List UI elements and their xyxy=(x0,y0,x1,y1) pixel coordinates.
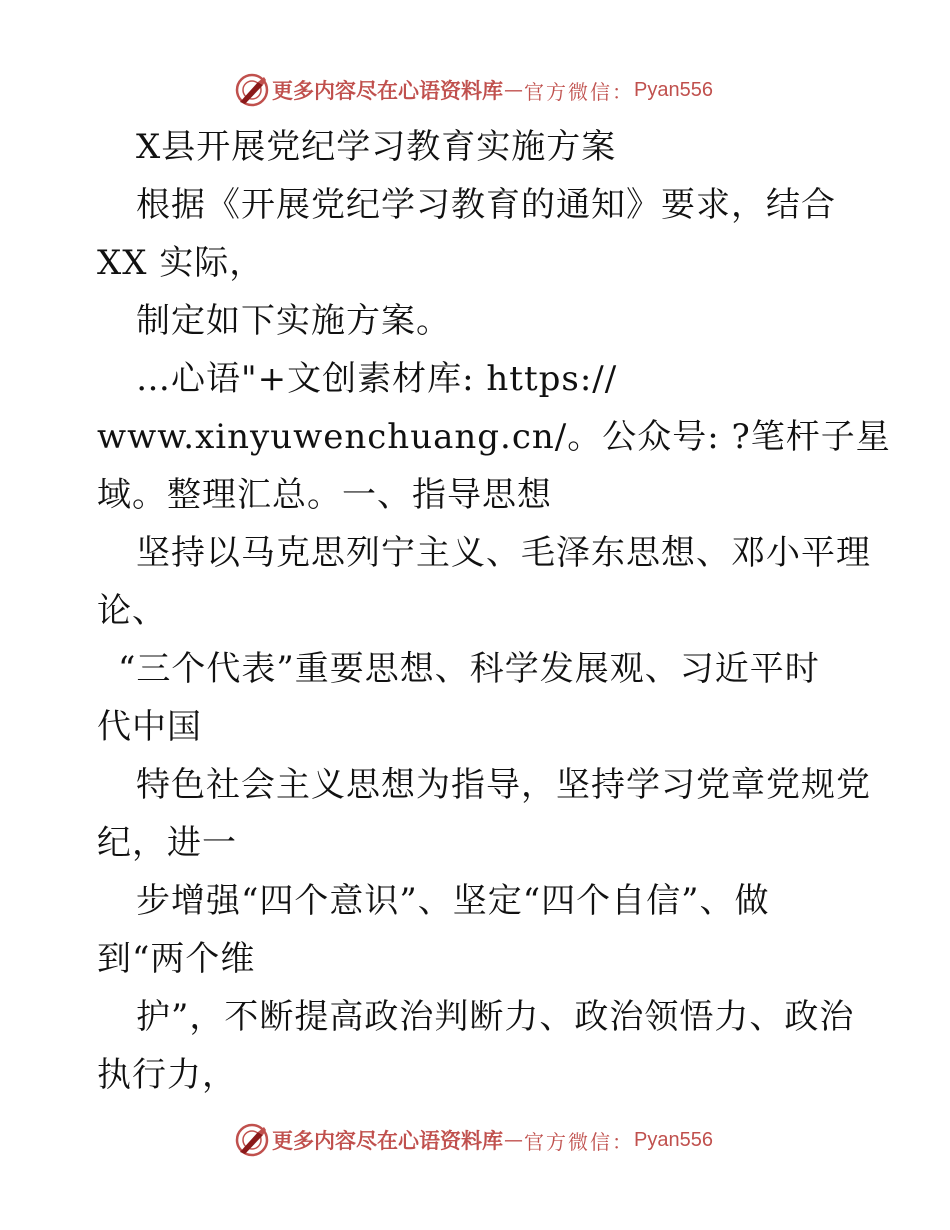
banner-main-text: 更多内容尽在心语资料库 xyxy=(272,1129,503,1153)
text-line: 制定如下实施方案。 xyxy=(136,301,451,341)
document-title: X县开展党纪学习教育实施方案 xyxy=(136,127,617,167)
text-line: “三个代表”重要思想、科学发展观、习近平时 xyxy=(118,649,820,689)
banner-wechat-id: Pyan556 xyxy=(634,1128,713,1151)
text-line: …心语"+文创素材库: https:// xyxy=(136,359,618,399)
text-line: 代中国 xyxy=(97,707,202,747)
text-line: 坚持以马克思列宁主义、毛泽东思想、邓小平理 xyxy=(136,533,871,573)
text-line: 执行力， xyxy=(97,1055,237,1095)
banner-dash: — xyxy=(504,79,523,101)
banner-main-text: 更多内容尽在心语资料库 xyxy=(272,79,503,103)
text-line: 步增强“四个意识”、坚定“四个自信”、做 xyxy=(136,881,770,921)
banner-wechat-label: 官方微信： xyxy=(524,1129,634,1154)
text-line: 到“两个维 xyxy=(97,939,256,979)
banner-wechat-id: Pyan556 xyxy=(634,78,713,101)
footer-banner xyxy=(234,1122,713,1158)
text-line: XX 实际， xyxy=(97,243,265,283)
text-line: 纪，进一 xyxy=(97,823,237,863)
text-line: 根据《开展党纪学习教育的通知》要求，结合 xyxy=(136,185,836,225)
pen-logo-icon xyxy=(234,72,270,108)
banner-dash: — xyxy=(504,1129,523,1151)
text-line: 域。整理汇总。一、指导思想 xyxy=(97,475,552,515)
text-line: www.xinyuwenchuang.cn/。公众号: ?笔杆子星 xyxy=(97,417,891,457)
header-banner xyxy=(234,72,713,108)
pen-logo-icon xyxy=(234,1122,270,1158)
text-line: 论、 xyxy=(97,591,167,631)
text-line: 护”，不断提高政治判断力、政治领悟力、政治 xyxy=(136,997,855,1037)
text-line: 特色社会主义思想为指导，坚持学习党章党规党 xyxy=(136,765,871,805)
banner-wechat-label: 官方微信： xyxy=(524,79,634,104)
